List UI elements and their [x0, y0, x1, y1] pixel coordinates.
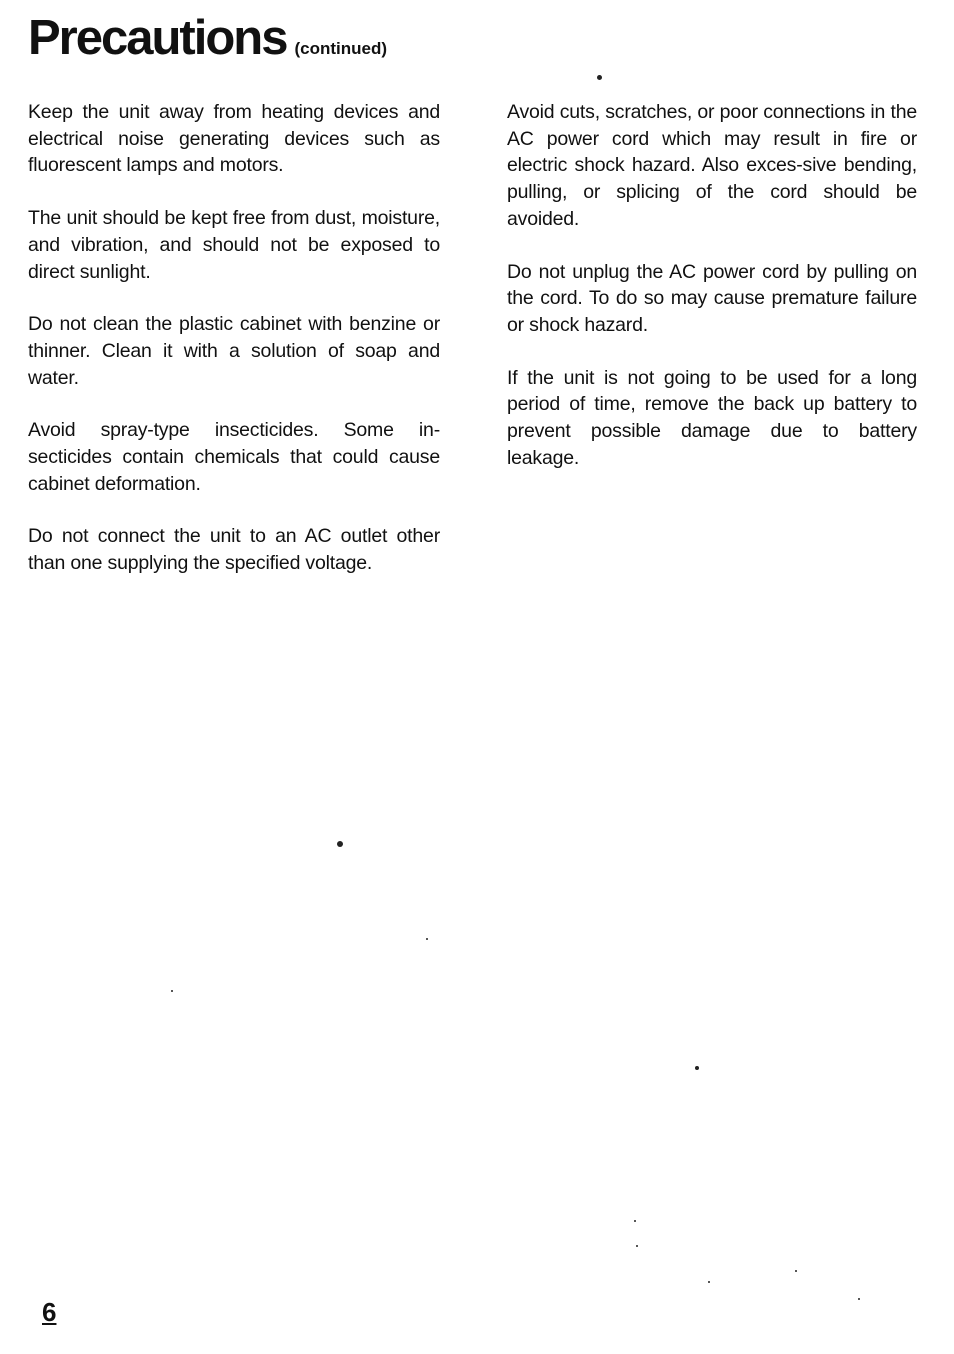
page-number: 6 [42, 1297, 57, 1327]
scan-speck [636, 1245, 638, 1247]
precaution-insecticides: Avoid spray-type insecticides. Some in-secticides contain chemicals that could cause cabinet deformation. [28, 419, 440, 495]
precaution-cleaning: Do not clean the plastic cabinet with benzine or thinner. Clean it with a solution of soap and water. [28, 313, 440, 389]
scan-speck [597, 75, 602, 80]
scan-speck [858, 1298, 860, 1300]
scan-speck [708, 1281, 710, 1283]
scan-speck [695, 1066, 699, 1070]
title-continued: (continued) [294, 39, 388, 58]
left-column [28, 99, 440, 603]
precaution-dust-moisture: The unit should be kept free from dust, moisture, and vibration, and should not be exposed to direct sunlight. [28, 207, 440, 283]
scan-speck [426, 938, 428, 940]
precaution-heating-devices: Keep the unit away from heating devices and electrical noise generating devices such as fluorescent lamps and motors. [28, 101, 440, 177]
scan-speck [171, 990, 173, 992]
scan-speck [795, 1270, 797, 1272]
precaution-power-cord-damage: Avoid cuts, scratches, or poor connections in the AC power cord which may result in fire or electric shock hazard. Also exces-sive bending, pulling, or splicing of the cord should be avoided. [507, 101, 917, 230]
page-title [28, 11, 388, 65]
precaution-unplugging: Do not unplug the AC power cord by pulling on the cord. To do so may cause premature failure or shock hazard. [507, 260, 917, 336]
scan-speck [634, 1220, 636, 1222]
precaution-ac-outlet: Do not connect the unit to an AC outlet other than one supplying the specified voltage. [28, 525, 440, 575]
scan-speck [337, 841, 343, 847]
title-main: Precautions [28, 11, 287, 65]
right-column [507, 99, 917, 497]
precaution-backup-battery: If the unit is not going to be used for a long period of time, remove the back up battery to prevent possible damage due to battery leakage. [507, 366, 917, 469]
